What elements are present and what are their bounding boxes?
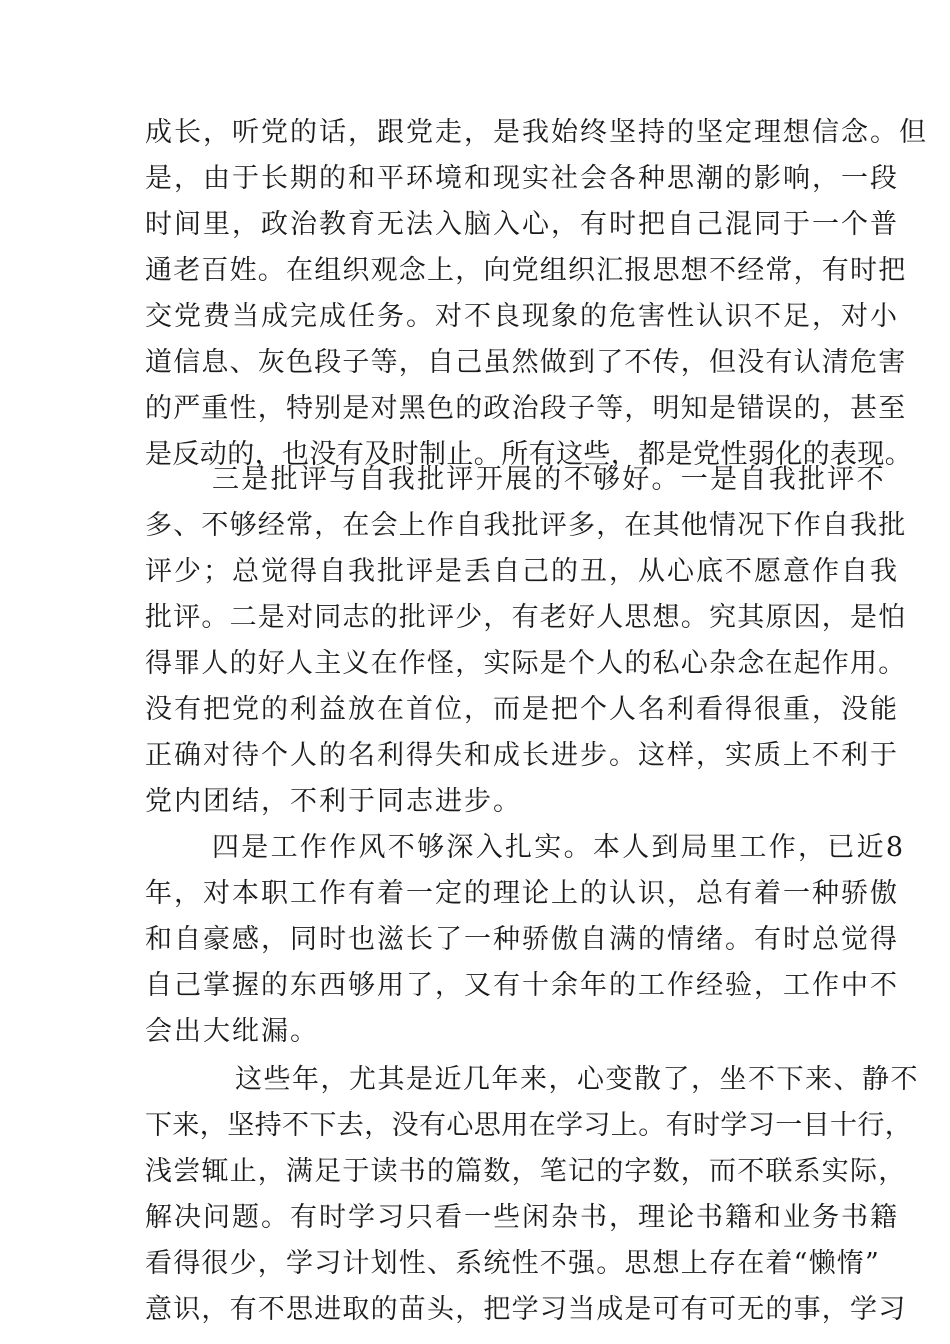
text-line: 看得很少，学习计划性、系统性不强。思想上存在着“懒惰” <box>145 1248 881 1279</box>
text-line: 没有把党的利益放在首位，而是把个人名利看得很重，没能 <box>145 694 899 725</box>
text-line: 交党费当成完成任务。对不良现象的危害性认识不足，对小 <box>145 301 899 332</box>
text-line: 三是批评与自我批评开展的不够好。一是自我批评不 <box>212 464 886 495</box>
text-line: 批评。二是对同志的批评少，有老好人思想。究其原因，是怕 <box>145 602 907 633</box>
text-line: 意识，有不思进取的苗头，把学习当成是可有可无的事，学习 <box>145 1294 907 1325</box>
text-line: 正确对待个人的名利得失和成长进步。这样，实质上不利于 <box>145 740 899 771</box>
text-line: 解决问题。有时学习只看一些闲杂书，理论书籍和业务书籍 <box>145 1202 899 1233</box>
text-line: 是，由于长期的和平环境和现实社会各种思潮的影响，一段 <box>145 163 899 194</box>
text-line: 这些年，尤其是近几年来，心变散了，坐不下来、静不 <box>235 1064 919 1095</box>
text-line: 时间里，政治教育无法入脑入心，有时把自己混同于一个普 <box>145 209 899 240</box>
text-line: 得罪人的好人主义在作怪，实际是个人的私心杂念在起作用。 <box>145 648 907 679</box>
text-line: 自己掌握的东西够用了，又有十余年的工作经验，工作中不 <box>145 970 899 1001</box>
text-line: 下来，坚持不下去，没有心思用在学习上。有时学习一目十行， <box>145 1110 913 1141</box>
text-line: 浅尝辄止，满足于读书的篇数，笔记的字数，而不联系实际， <box>145 1156 907 1187</box>
text-line: 成长，听党的话，跟党走，是我始终坚持的坚定理想信念。但 <box>145 117 928 148</box>
text-line: 通老百姓。在组织观念上，向党组织汇报思想不经常，有时把 <box>145 255 907 286</box>
text-line: 会出大纰漏。 <box>145 1016 319 1047</box>
text-line: 评少；总觉得自我批评是丢自己的丑，从心底不愿意作自我 <box>145 556 899 587</box>
text-line: 党内团结，不利于同志进步。 <box>145 786 522 817</box>
text-line: 的严重性，特别是对黑色的政治段子等，明知是错误的，甚至 <box>145 393 907 424</box>
text-line: 年，对本职工作有着一定的理论上的认识，总有着一种骄傲 <box>145 878 899 909</box>
text-line: 道信息、灰色段子等，自己虽然做到了不传，但没有认清危害 <box>145 347 907 378</box>
text-line: 和自豪感，同时也滋长了一种骄傲自满的情绪。有时总觉得 <box>145 924 899 955</box>
text-line: 四是工作作风不够深入扎实。本人到局里工作，已近8 <box>212 832 906 863</box>
text-line: 多、不够经常，在会上作自我批评多，在其他情况下作自我批 <box>145 510 907 541</box>
text-line: 是反动的，也没有及时制止。所有这些，都是党性弱化的表现。 <box>145 439 913 470</box>
